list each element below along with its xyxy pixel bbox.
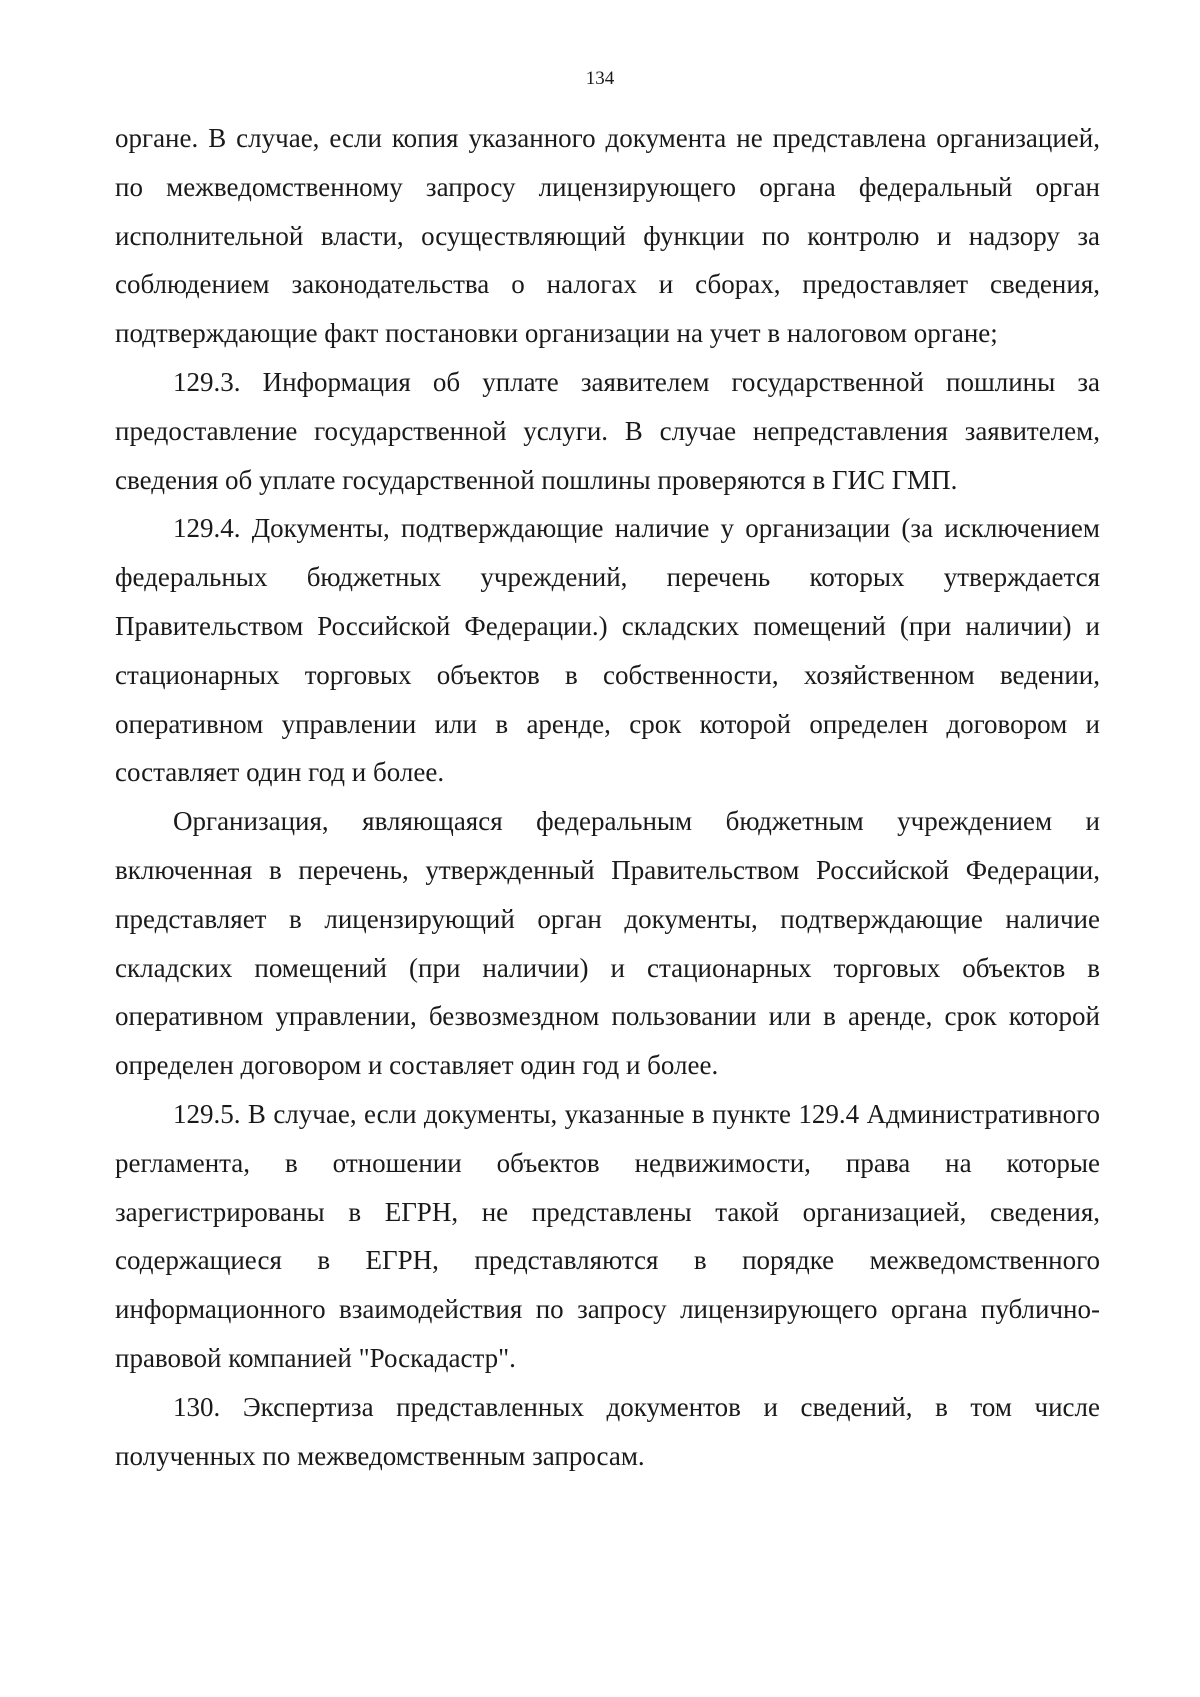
- paragraph-129-4: 129.4. Документы, подтверждающие наличие у организации (за исключением федеральных бюджетных учреждений, перечень которых утверждается Правительством Российской Федерации.) складских помещений (при наличии) и стационарных торговых объектов в собственности, хозяйственном ведении, оперативном управлении или в аренде, срок которой определен договором и составляет один год и более.: [115, 513, 1100, 788]
- paragraph-129-5: 129.5. В случае, если документы, указанные в пункте 129.4 Административного регламента, в отношении объектов недвижимости, права на которые зарегистрированы в ЕГРН, не представлены такой организацией, сведения, содержащиеся в ЕГРН, представляются в порядке межведомственного информационного взаимодействия по запросу лицензирующего органа публично-правовой компанией "Роскадастр".: [115, 1098, 1100, 1373]
- paragraph-130: 130. Экспертиза представленных документов и сведений, в том числе полученных по межведомственным запросам.: [115, 1391, 1100, 1471]
- paragraph-federal-institution: Организация, являющаяся федеральным бюджетным учреждением и включенная в перечень, утвержденный Правительством Российской Федерации, представляет в лицензирующий орган документы, подтверждающие наличие складских помещений (при наличии) и стационарных торговых объектов в оперативном управлении, безвозмездном пользовании или в аренде, срок которой определен договором и составляет один год и более.: [115, 806, 1100, 1081]
- paragraph-129-3: 129.3. Информация об уплате заявителем государственной пошлины за предоставление государственной услуги. В случае непредставления заявителем, сведения об уплате государственной пошлины проверяются в ГИС ГМП.: [115, 366, 1100, 495]
- document-body: [115, 114, 1100, 1480]
- page-number: 134: [585, 68, 615, 89]
- paragraph-tax-registration: органе. В случае, если копия указанного документа не представлена организацией, по межведомственному запросу лицензирующего органа федеральный орган исполнительной власти, осуществляющий функции по контролю и надзору за соблюдением законодательства о налогах и сборах, предоставляет сведения, подтверждающие факт постановки организации на учет в налоговом органе;: [115, 123, 1100, 349]
